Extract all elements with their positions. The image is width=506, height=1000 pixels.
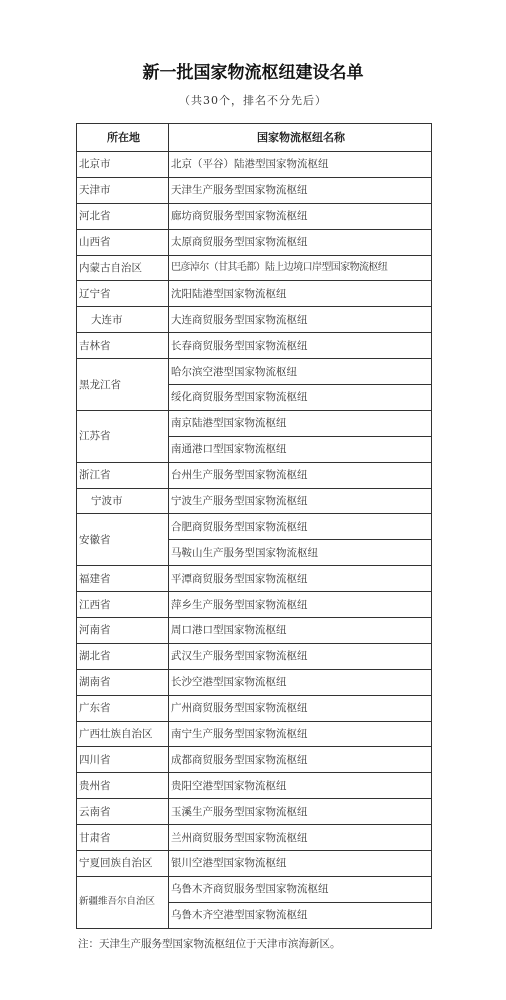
table-row — [77, 514, 432, 540]
hub-name-cell: 天津生产服务型国家物流枢纽 — [169, 177, 432, 203]
hub-name-cell: 绥化商贸服务型国家物流枢纽 — [169, 385, 432, 411]
hub-name-cell: 玉溪生产服务型国家物流枢纽 — [169, 799, 432, 825]
table-row — [77, 799, 432, 825]
hub-name-cell: 巴彦淖尔（甘其毛都）陆上边境口岸型国家物流枢纽 — [169, 255, 432, 281]
table-row — [77, 618, 432, 644]
location-cell: 四川省 — [77, 747, 169, 773]
hub-name-cell: 合肥商贸服务型国家物流枢纽 — [169, 514, 432, 540]
location-cell: 黑龙江省 — [77, 359, 169, 411]
location-cell: 浙江省 — [77, 462, 169, 488]
location-cell: 贵州省 — [77, 773, 169, 799]
hub-name-cell: 银川空港型国家物流枢纽 — [169, 851, 432, 877]
hub-name-cell: 沈阳陆港型国家物流枢纽 — [169, 281, 432, 307]
page-title: 新一批国家物流枢纽建设名单 — [142, 63, 364, 83]
location-cell: 安徽省 — [77, 514, 169, 566]
location-cell: 广西壮族自治区 — [77, 721, 169, 747]
table-row — [77, 152, 432, 178]
column-header-location: 所在地 — [77, 124, 169, 152]
table-row — [77, 876, 432, 902]
table-row — [77, 410, 432, 436]
table-row — [77, 851, 432, 877]
location-cell: 辽宁省 — [77, 281, 169, 307]
table-row — [77, 488, 432, 514]
table-row — [77, 281, 432, 307]
hub-name-cell: 哈尔滨空港型国家物流枢纽 — [169, 359, 432, 385]
location-cell: 北京市 — [77, 152, 169, 178]
hub-name-cell: 南京陆港型国家物流枢纽 — [169, 410, 432, 436]
column-header-hub-name: 国家物流枢纽名称 — [169, 124, 432, 152]
table-row — [77, 747, 432, 773]
location-cell: 河北省 — [77, 203, 169, 229]
hub-name-cell: 兰州商贸服务型国家物流枢纽 — [169, 825, 432, 851]
hub-name-cell: 长春商贸服务型国家物流枢纽 — [169, 333, 432, 359]
location-cell: 新疆维吾尔自治区 — [77, 876, 169, 928]
hub-name-cell: 贵阳空港型国家物流枢纽 — [169, 773, 432, 799]
location-cell: 宁波市 — [77, 488, 169, 514]
page-subtitle: （共30个，排名不分先后） — [179, 94, 327, 107]
table-row — [77, 825, 432, 851]
hub-name-cell: 萍乡生产服务型国家物流枢纽 — [169, 592, 432, 618]
hub-name-cell: 乌鲁木齐商贸服务型国家物流枢纽 — [169, 876, 432, 902]
location-cell: 山西省 — [77, 229, 169, 255]
hub-name-cell: 长沙空港型国家物流枢纽 — [169, 669, 432, 695]
hub-name-cell: 台州生产服务型国家物流枢纽 — [169, 462, 432, 488]
table-row — [77, 359, 432, 385]
table-row — [77, 643, 432, 669]
table-row — [77, 721, 432, 747]
hub-name-cell: 廊坊商贸服务型国家物流枢纽 — [169, 203, 432, 229]
table-row — [77, 592, 432, 618]
location-cell: 江苏省 — [77, 410, 169, 462]
table-row — [77, 773, 432, 799]
table-row — [77, 333, 432, 359]
table-row — [77, 255, 432, 281]
location-cell: 福建省 — [77, 566, 169, 592]
hub-name-cell: 成都商贸服务型国家物流枢纽 — [169, 747, 432, 773]
table-row — [77, 203, 432, 229]
location-cell: 湖南省 — [77, 669, 169, 695]
hub-name-cell: 武汉生产服务型国家物流枢纽 — [169, 643, 432, 669]
table-row — [77, 462, 432, 488]
footnote: 注：天津生产服务型国家物流枢纽位于天津市滨海新区。 — [78, 938, 341, 950]
hub-name-cell: 大连商贸服务型国家物流枢纽 — [169, 307, 432, 333]
hub-table — [76, 123, 432, 929]
location-cell: 河南省 — [77, 618, 169, 644]
table-row — [77, 566, 432, 592]
location-cell: 宁夏回族自治区 — [77, 851, 169, 877]
location-cell: 湖北省 — [77, 643, 169, 669]
hub-table-body — [77, 152, 432, 929]
table-row — [77, 177, 432, 203]
hub-name-cell: 马鞍山生产服务型国家物流枢纽 — [169, 540, 432, 566]
hub-name-cell: 北京（平谷）陆港型国家物流枢纽 — [169, 152, 432, 178]
hub-name-cell: 南宁生产服务型国家物流枢纽 — [169, 721, 432, 747]
hub-name-cell: 太原商贸服务型国家物流枢纽 — [169, 229, 432, 255]
location-cell: 云南省 — [77, 799, 169, 825]
hub-name-cell: 宁波生产服务型国家物流枢纽 — [169, 488, 432, 514]
location-cell: 内蒙古自治区 — [77, 255, 169, 281]
hub-name-cell: 周口港口型国家物流枢纽 — [169, 618, 432, 644]
location-cell: 天津市 — [77, 177, 169, 203]
hub-name-cell: 广州商贸服务型国家物流枢纽 — [169, 695, 432, 721]
table-row — [77, 695, 432, 721]
table-row — [77, 669, 432, 695]
hub-name-cell: 乌鲁木齐空港型国家物流枢纽 — [169, 902, 432, 928]
table-row — [77, 307, 432, 333]
location-cell: 甘肃省 — [77, 825, 169, 851]
table-header-row — [77, 124, 432, 152]
table-row — [77, 229, 432, 255]
location-cell: 吉林省 — [77, 333, 169, 359]
location-cell: 江西省 — [77, 592, 169, 618]
location-cell: 大连市 — [77, 307, 169, 333]
location-cell: 广东省 — [77, 695, 169, 721]
hub-name-cell: 南通港口型国家物流枢纽 — [169, 436, 432, 462]
hub-name-cell: 平潭商贸服务型国家物流枢纽 — [169, 566, 432, 592]
